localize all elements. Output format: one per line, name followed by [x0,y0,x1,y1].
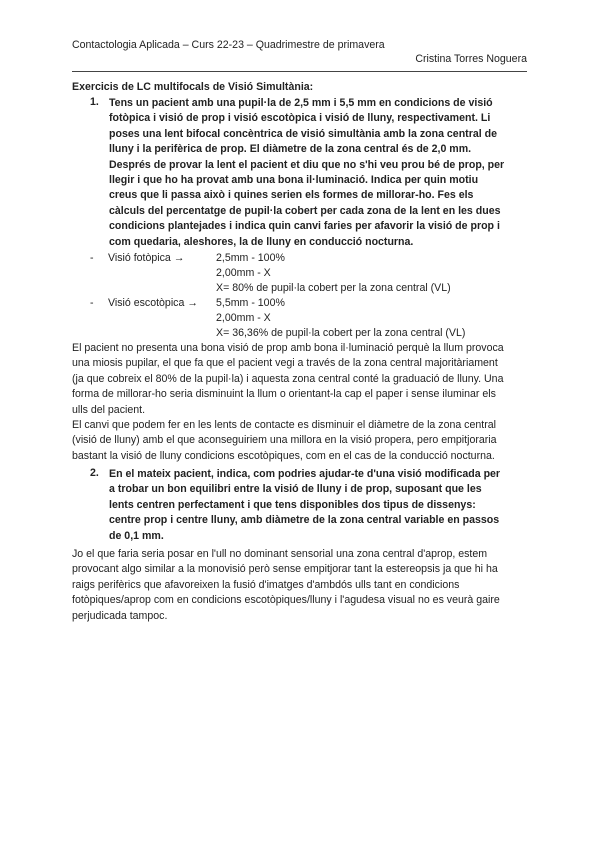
bullet-dash: - [90,252,94,264]
question-2-line: En el mateix pacient, indica, com podries ajudar-te d'una visió modificada per [109,468,501,480]
question-1-line: càlculs del percentatge de pupil·la cobert per cada zona de la lent en les dues [109,204,501,217]
question-1-line: lluny i la perifèrica de prop. El diàmetre de la zona central és de 2,0 mm. [109,143,472,156]
question-1-line: llegir i que ho ha provat amb una bona il·luminació. Indica per quin motiu [109,174,479,187]
question-1-text [109,96,529,250]
escotopica-calc-line: 2,00mm - X [216,312,271,324]
fotopica-calc-line: 2,00mm - X [216,267,271,279]
fotopica-result: X= 80% de pupil·la cobert per la zona central (VL) [216,282,451,294]
question-2-line: lents centren perfectament i que tens disponibles dos tipus de dissenys: [109,498,476,511]
question-1-line: fotòpica i visió de prop i visió escotòpica i visió de lluny, respectivament. Li [109,112,491,125]
bullet-dash: - [90,297,94,309]
answer-1-paragraph [72,341,527,464]
fotopica-calc-line: 2,5mm - 100% [216,252,285,264]
answer-1-line: (ja que cobreix el 80% de la pupil·la) i aquesta zona central conté la graduació de lluny. Una [72,372,504,385]
answer-1-line: ulls del pacient. [72,403,146,416]
answer-1-line: El pacient no presenta una bona visió de prop amb bona il·luminació perquè la llum provoca [72,342,504,354]
question-2-text [109,467,529,544]
question-2-line: centre prop i centre lluny, amb diàmetre de la zona central variable en passos [109,514,500,527]
answer-2-paragraph [72,547,527,624]
question-1-line: poses una lent bifocal concèntrica de visió simultània amb la zona central de [109,127,497,140]
answer-1-line: bastant la visió de lluny condicions escotòpiques, com en el cas de la conducció nocturna. [72,449,495,462]
answer-2-line: raigs perifèrics que afavoreixen la fusió d'imatges d'ambdós ulls tant en condicions [72,578,460,591]
answer-2-line: perjudicada tampoc. [72,609,168,622]
answer-2-line: Jo el que faria seria posar en l'ull no dominant sensorial una zona central d'aprop, estem [72,548,488,560]
answer-2-line: provocant algo similar a la monovisió però sense empitjorar tant la estereopsis ja que hi ha [72,563,498,576]
escotopica-label: Visió escotòpica → [108,297,198,309]
question-1-line: Tens un pacient amb una pupil·la de 2,5 mm i 5,5 mm en condicions de visió [109,97,493,109]
document-header-author: Cristina Torres Noguera [415,53,527,65]
answer-1-line: una miosis pupilar, el que fa que el pacient vegi a través de la zona central majoritàriament [72,357,498,370]
question-2-line: de 0,1 mm. [109,529,164,542]
question-1-line: creus que li passa això i quines serien els formes de millorar-ho. Fes els [109,189,474,202]
question-2-line: a trobar un bon equilibri entre la visió de lluny i de prop, suposant que les [109,483,482,496]
answer-1-line: (visió de lluny) amb el que aconseguiriem una millora en la visió propera, pero empitjoraria [72,434,497,447]
document-header-course: Contactologia Aplicada – Curs 22-23 – Quadrimestre de primavera [72,39,385,51]
question-1-line: condicions plantejades i indica quin canvi faries per afavorir la visió de prop i [109,220,500,233]
fotopica-label: Visió fotòpica → [108,252,185,264]
header-divider [72,71,527,72]
question-2-number: 2. [90,467,99,479]
escotopica-calc-line: 5,5mm - 100% [216,297,285,309]
question-1-line: com quedaria, aleshores, la de lluny en conducció nocturna. [109,235,414,248]
answer-1-line: forma de millorar-ho seria disminuint la llum o orientant-la cap el paper i sense iluminar els [72,388,496,401]
question-1-number: 1. [90,96,99,108]
answer-2-line: fotòpiques/aprop com en condicions escotòpiques/lluny i l'agudesa visual no es veurà gaire [72,594,500,607]
question-1-line: Després de provar la lent el pacient et diu que no s'hi veu prou bé de prop, per [109,158,505,171]
answer-1-line: El canvi que podem fer en les lents de contacte es disminuir el diàmetre de la zona central [72,419,496,432]
escotopica-result: X= 36,36% de pupil·la cobert per la zona central (VL) [216,327,466,339]
section-title: Exercicis de LC multifocals de Visió Simultània: [72,81,314,93]
